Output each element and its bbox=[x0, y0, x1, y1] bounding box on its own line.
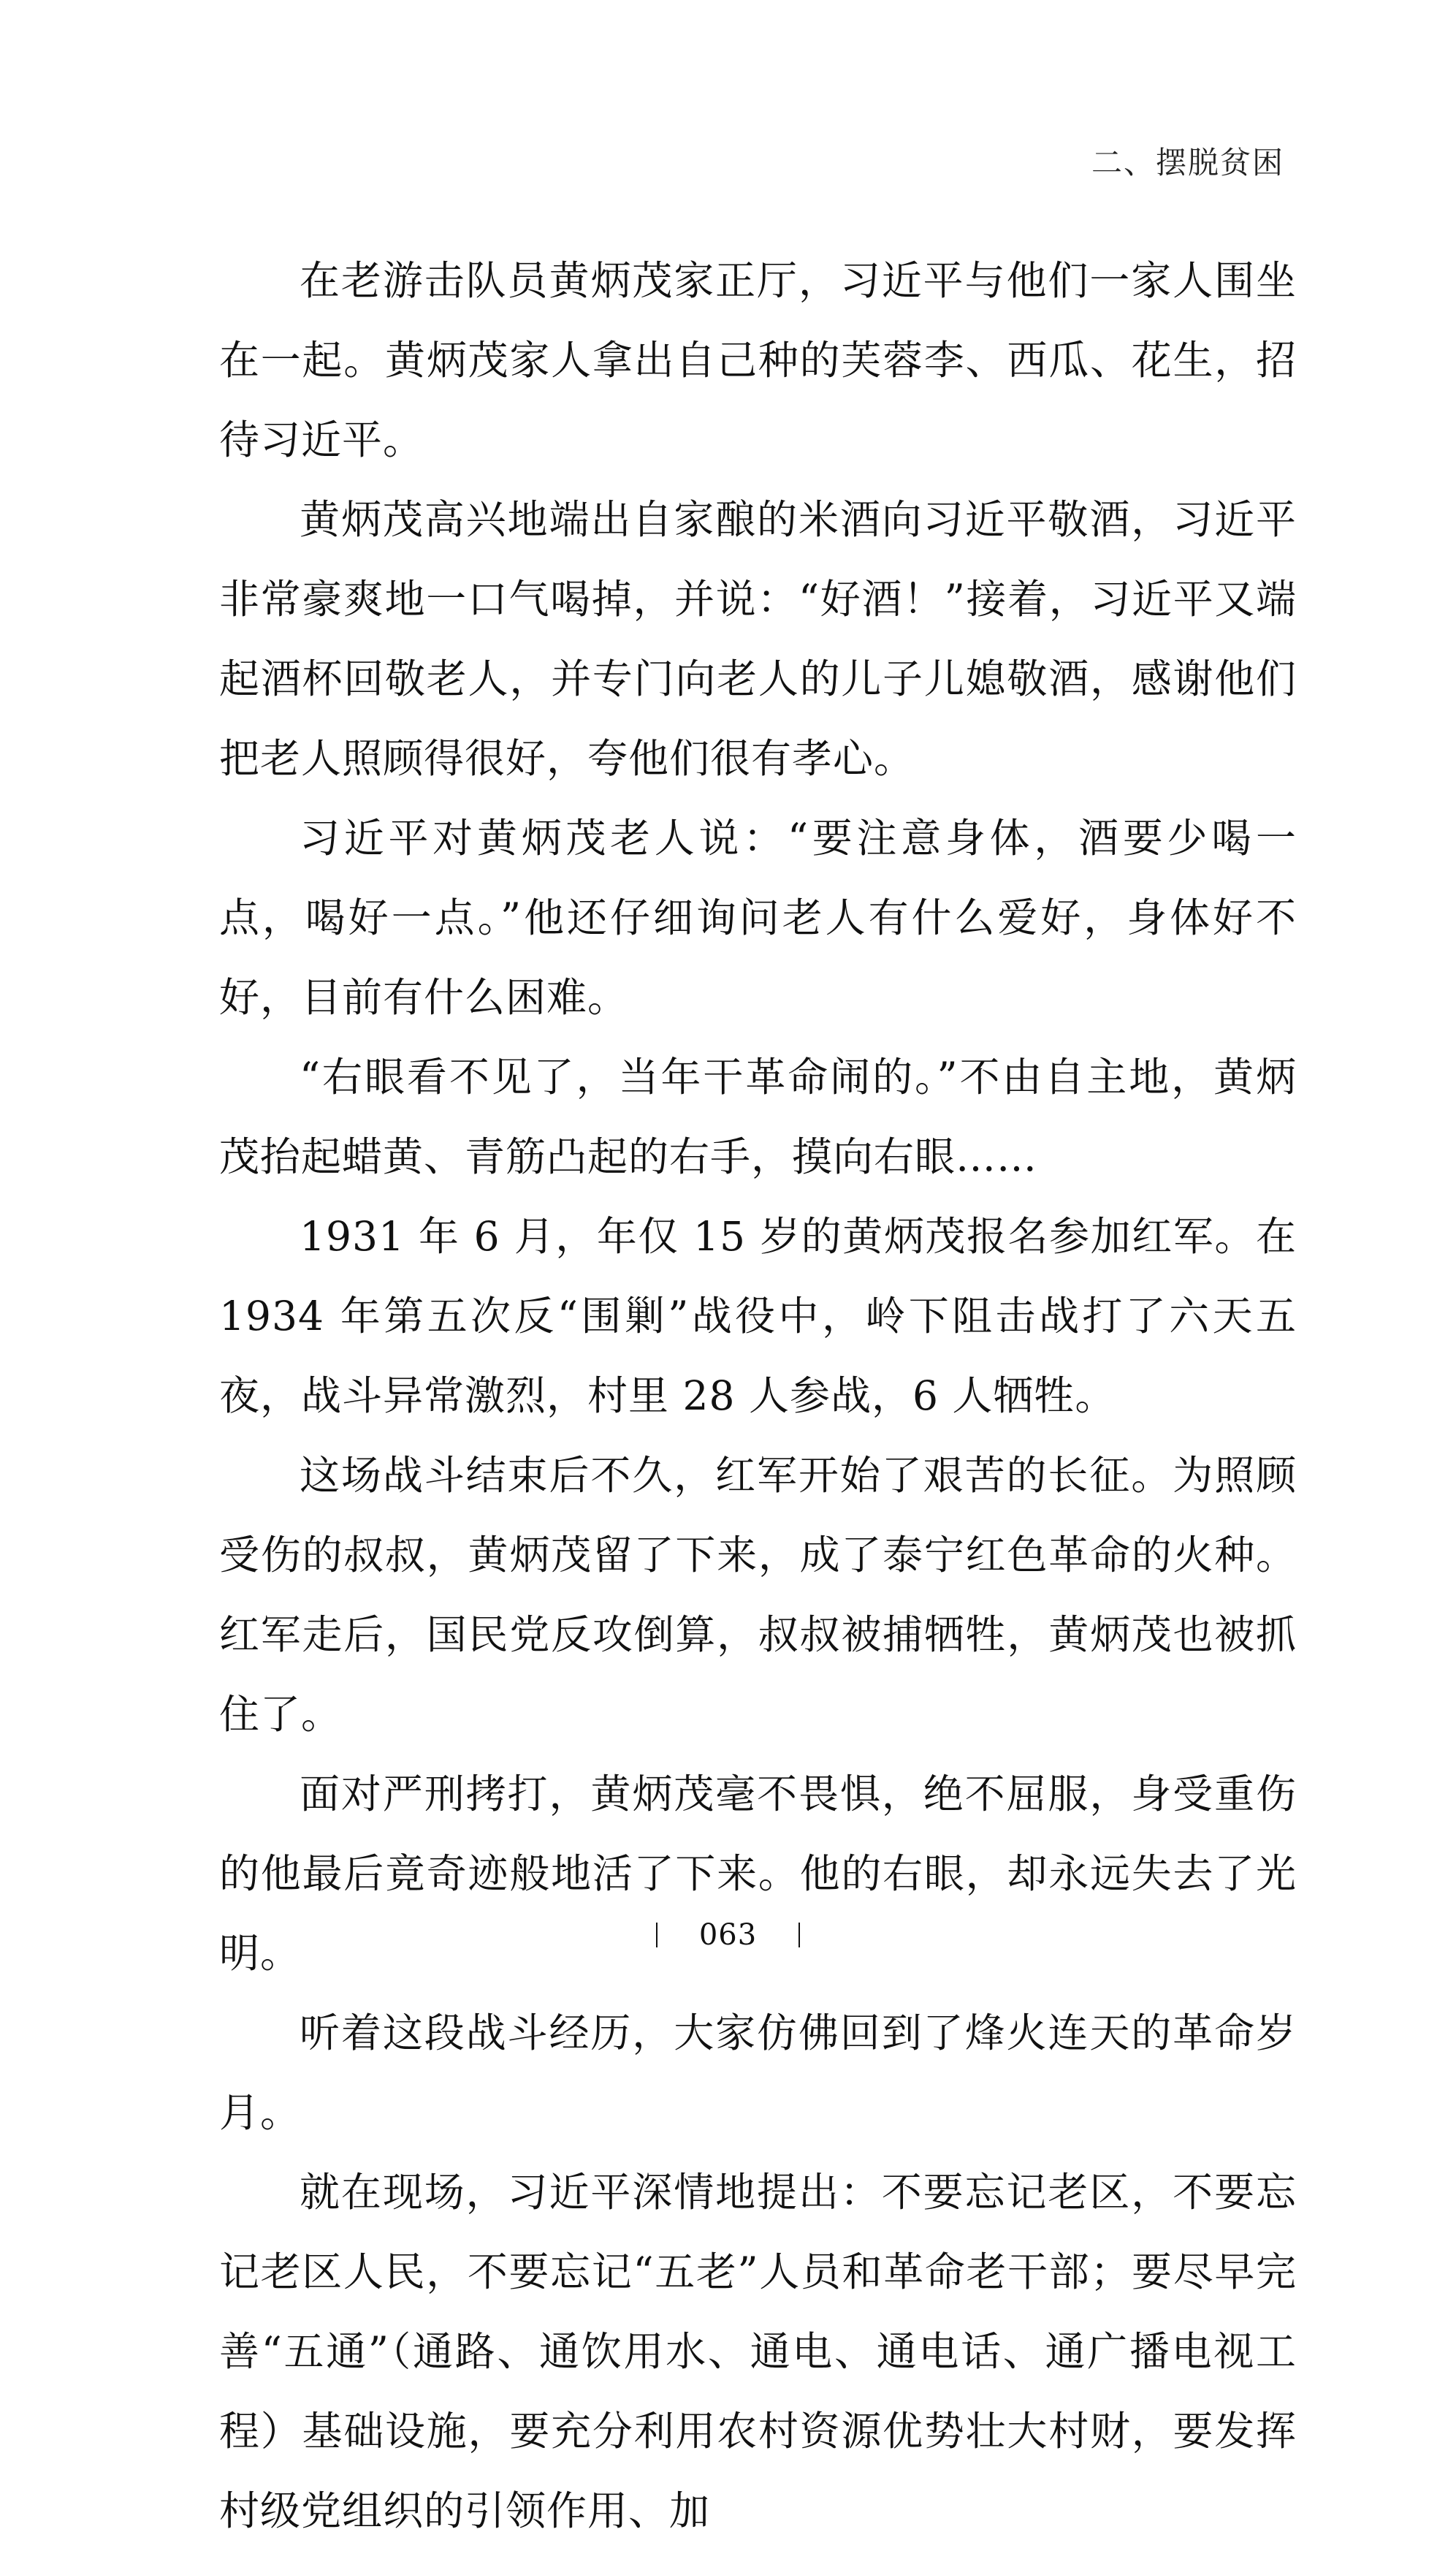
page-number: 063 bbox=[698, 1918, 758, 1952]
paragraph: 听着这段战斗经历，大家仿佛回到了烽火连天的革命岁月。 bbox=[219, 2010, 1297, 2136]
paragraph: 习近平对黄炳茂老人说：“要注意身体，酒要少喝一点，喝好一点。”他还仔细询问老人有什么爱好，身体好不好，目前有什么困难。 bbox=[219, 815, 1297, 1021]
paragraph: 1931 年 6 月，年仅 15 岁的黄炳茂报名参加红军。在 1934 年第五次反“围剿”战役中，岭下阻击战打了六天五夜，战斗异常激烈，村里 28 人参战，6 人牺牲。 bbox=[219, 1213, 1297, 1419]
paragraph: 这场战斗结束后不久，红军开始了艰苦的长征。为照顾受伤的叔叔，黄炳茂留了下来，成了泰宁红色革命的火种。红军走后，国民党反攻倒算，叔叔被捕牺牲，黄炳茂也被抓住了。 bbox=[219, 1452, 1297, 1738]
folio-right-rule bbox=[798, 1923, 800, 1947]
paragraph: 面对严刑拷打，黄炳茂毫不畏惧，绝不屈服，身受重伤的他最后竟奇迹般地活了下来。他的右眼，却永远失去了光明。 bbox=[219, 1771, 1297, 1977]
body-text bbox=[219, 241, 1297, 2551]
running-header: 二、摆脱贫困 bbox=[1091, 145, 1284, 180]
paragraph: 就在现场，习近平深情地提出：不要忘记老区，不要忘记老区人民，不要忘记“五老”人员和革命老干部；要尽早完善“五通”（通路、通饮用水、通电、通电话、通广播电视工程）基础设施，要充分利用农村资源优势壮大村财，要发挥村级党组织的引领作用、加 bbox=[219, 2169, 1297, 2534]
paragraph: “右眼看不见了，当年干革命闹的。”不由自主地，黄炳茂抬起蜡黄、青筋凸起的右手，摸向右眼…… bbox=[219, 1054, 1297, 1180]
folio-left-rule bbox=[656, 1923, 658, 1947]
page-footer bbox=[0, 1916, 1456, 1952]
paragraph: 在老游击队员黄炳茂家正厅，习近平与他们一家人围坐在一起。黄炳茂家人拿出自己种的芙蓉李、西瓜、花生，招待习近平。 bbox=[219, 257, 1297, 463]
paragraph: 黄炳茂高兴地端出自家酿的米酒向习近平敬酒，习近平非常豪爽地一口气喝掉，并说：“好酒！”接着，习近平又端起酒杯回敬老人，并专门向老人的儿子儿媳敬酒，感谢他们把老人照顾得很好，夸他们很有孝心。 bbox=[219, 496, 1297, 782]
